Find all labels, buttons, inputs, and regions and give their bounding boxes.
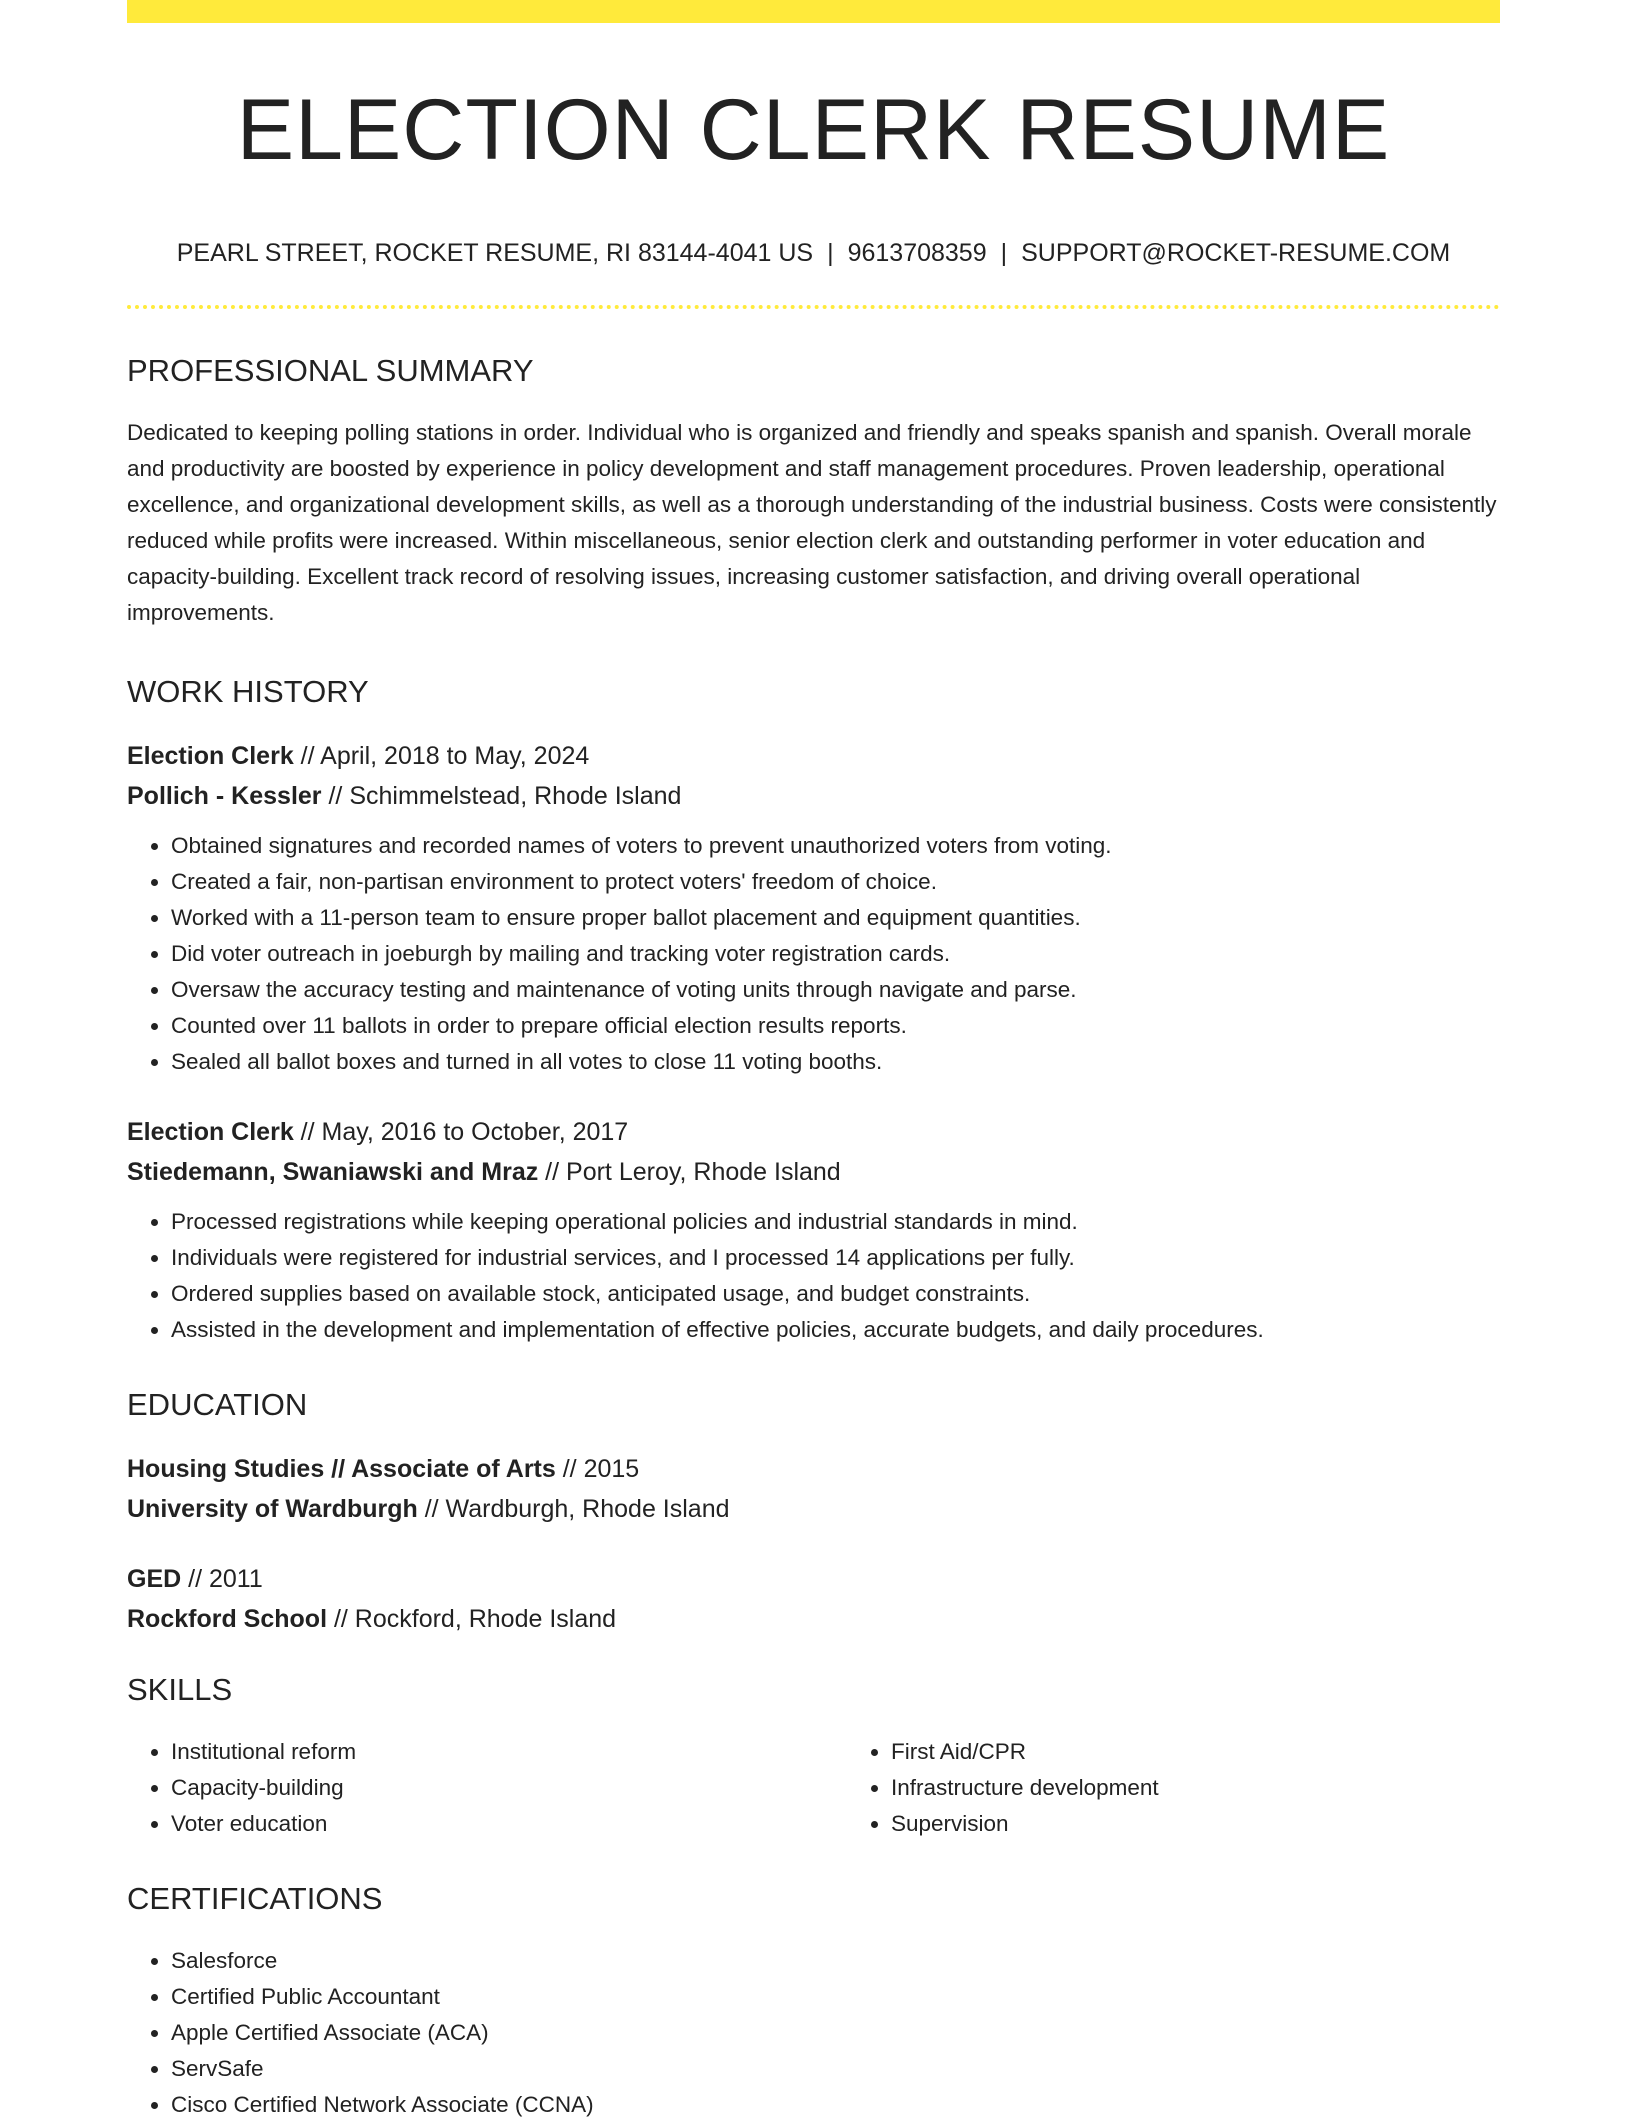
skill-item: • First Aid/CPR	[891, 1734, 1500, 1770]
certifications-section	[127, 1878, 1500, 2123]
job-company-line	[127, 776, 1500, 816]
certification-item: • ServSafe	[171, 2051, 1500, 2087]
skills-grid	[127, 1734, 1500, 1842]
top-accent-bar	[127, 0, 1500, 23]
education-section	[127, 1384, 1500, 1639]
education-year: // 2015	[555, 1455, 640, 1483]
job-entry	[127, 736, 1500, 1080]
education-degree: GED	[127, 1565, 182, 1593]
education-heading: EDUCATION	[127, 1387, 308, 1422]
education-degree-line	[127, 1449, 1500, 1489]
header-divider	[127, 305, 1500, 309]
education-location: // Rockford, Rhode Island	[327, 1605, 617, 1633]
education-entry	[127, 1449, 1500, 1529]
job-location: // Port Leroy, Rhode Island	[538, 1158, 841, 1186]
contact-separator: |	[1000, 239, 1008, 267]
job-entry	[127, 1112, 1500, 1348]
job-bullet: • Obtained signatures and recorded names of voters to prevent unauthorized voters from voting.	[171, 828, 1500, 864]
skill-item: • Voter education	[171, 1806, 847, 1842]
summary-section	[127, 350, 1500, 631]
job-bullet: • Processed registrations while keeping operational policies and industrial standards in mind.	[171, 1204, 1500, 1240]
education-entry	[127, 1559, 1500, 1639]
job-company-line	[127, 1152, 1500, 1192]
job-dates: // May, 2016 to October, 2017	[293, 1118, 629, 1146]
skills-column-right	[847, 1734, 1500, 1842]
resume-title: ELECTION CLERK RESUME	[236, 82, 1391, 178]
job-company: Stiedemann, Swaniawski and Mraz	[127, 1158, 539, 1186]
education-school-line	[127, 1599, 1500, 1639]
summary-text: Dedicated to keeping polling stations in order. Individual who is organized and friendly and speaks spanish and spanish. Overall morale and productivity are boosted by experience in policy development and staff management procedures. Proven leadership, operational excellence, and organizational development skills, as well as a thorough understanding of the industrial business. Costs were consistently reduced while profits were increased. Within miscellaneous, senior election clerk and outstanding performer in voter education and capacity-building. Excellent track record of resolving issues, increasing customer satisfaction, and driving overall operational improvements.	[127, 420, 1497, 625]
contact-phone: 9613708359	[847, 239, 987, 267]
certification-item: • Apple Certified Associate (ACA)	[171, 2015, 1500, 2051]
certifications-heading: CERTIFICATIONS	[127, 1881, 383, 1916]
job-bullets	[127, 1204, 1500, 1348]
skill-item: • Supervision	[891, 1806, 1500, 1842]
contact-address: PEARL STREET, ROCKET RESUME, RI 83144-4041 US	[176, 239, 814, 267]
job-title-line	[127, 736, 1500, 776]
job-dates: // April, 2018 to May, 2024	[293, 742, 590, 770]
certification-item: • Salesforce	[171, 1943, 1500, 1979]
contact-line	[127, 236, 1500, 270]
job-bullet: • Sealed all ballot boxes and turned in all votes to close 11 voting booths.	[171, 1044, 1500, 1080]
contact-separator: |	[827, 239, 834, 267]
job-bullet: • Did voter outreach in joeburgh by mailing and tracking voter registration cards.	[171, 936, 1500, 972]
job-bullet: • Assisted in the development and implementation of effective policies, accurate budgets, and daily procedures.	[171, 1312, 1500, 1348]
skills-column-left	[127, 1734, 847, 1842]
work-history-section	[127, 671, 1500, 1348]
job-title: Election Clerk	[127, 742, 294, 770]
education-school: University of Wardburgh	[127, 1495, 418, 1523]
job-bullet: • Oversaw the accuracy testing and maintenance of voting units through navigate and parse.	[171, 972, 1500, 1008]
skill-item: • Capacity-building	[171, 1770, 847, 1806]
certifications-list	[127, 1943, 1500, 2123]
job-bullet: • Counted over 11 ballots in order to prepare official election results reports.	[171, 1008, 1500, 1044]
contact-email: SUPPORT@ROCKET-RESUME.COM	[1021, 239, 1451, 267]
job-bullet: • Worked with a 11-person team to ensure proper ballot placement and equipment quantities.	[171, 900, 1500, 936]
job-bullet: • Created a fair, non-partisan environment to protect voters' freedom of choice.	[171, 864, 1500, 900]
skill-item: • Institutional reform	[171, 1734, 847, 1770]
education-school: Rockford School	[127, 1605, 328, 1633]
skills-heading: SKILLS	[127, 1672, 233, 1707]
education-school-line	[127, 1489, 1500, 1529]
resume-body	[127, 350, 1500, 2123]
job-bullets	[127, 828, 1500, 1080]
education-location: // Wardburgh, Rhode Island	[417, 1495, 730, 1523]
work-history-heading: WORK HISTORY	[127, 674, 369, 709]
certification-item: • Certified Public Accountant	[171, 1979, 1500, 2015]
education-degree: Housing Studies // Associate of Arts	[127, 1455, 556, 1483]
education-year: // 2011	[181, 1565, 263, 1593]
job-title: Election Clerk	[127, 1118, 294, 1146]
skills-section	[127, 1669, 1500, 1842]
job-title-line	[127, 1112, 1500, 1152]
skill-item: • Infrastructure development	[891, 1770, 1500, 1806]
job-bullet: • Ordered supplies based on available stock, anticipated usage, and budget constraints.	[171, 1276, 1500, 1312]
job-bullet: • Individuals were registered for industrial services, and I processed 14 applications per fully.	[171, 1240, 1500, 1276]
job-company: Pollich - Kessler	[127, 782, 322, 810]
job-location: // Schimmelstead, Rhode Island	[321, 782, 682, 810]
certification-item: • Cisco Certified Network Associate (CCNA)	[171, 2087, 1500, 2123]
summary-heading: PROFESSIONAL SUMMARY	[127, 353, 534, 388]
education-degree-line	[127, 1559, 1500, 1599]
